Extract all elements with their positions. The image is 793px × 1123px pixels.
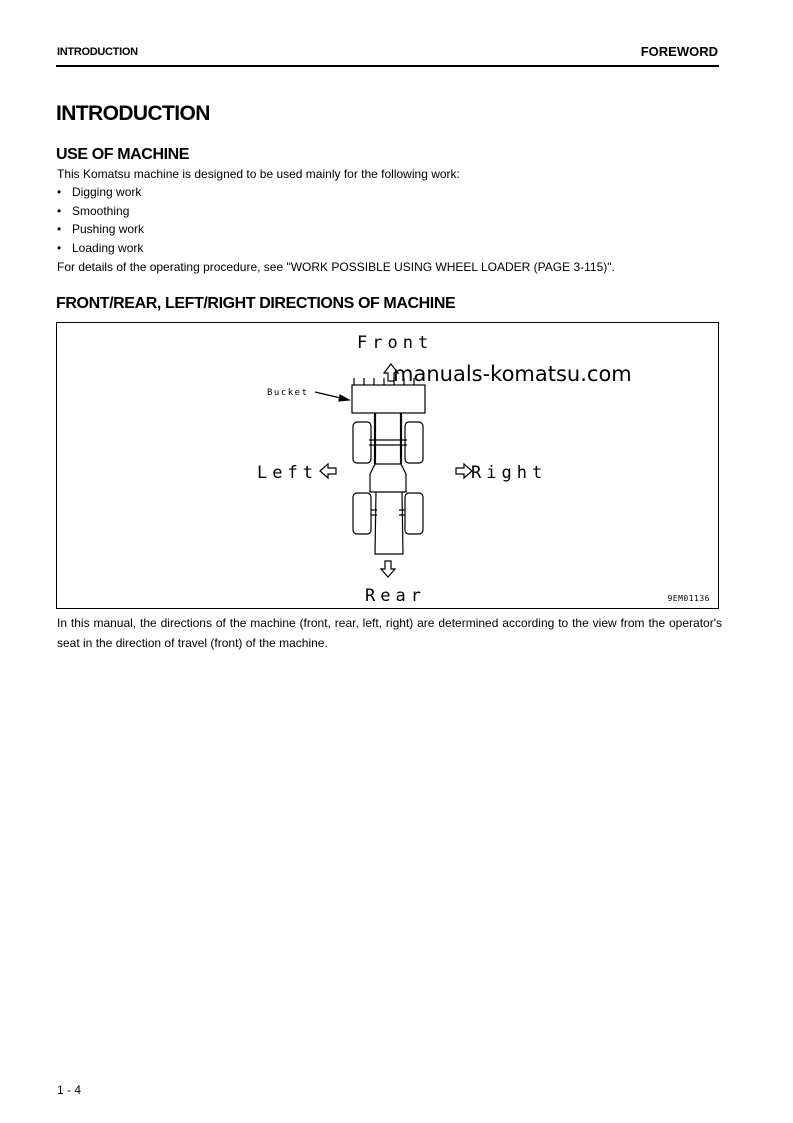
- front-left-tire: [353, 422, 371, 463]
- work-list: [57, 183, 144, 258]
- bucket-shape: [352, 385, 425, 413]
- label-left: Left: [257, 463, 318, 483]
- rear-right-tire: [405, 493, 423, 534]
- page-title: INTRODUCTION: [56, 102, 210, 125]
- bullet-icon: •: [57, 222, 62, 237]
- arrow-down-icon: [381, 561, 395, 577]
- list-item-label: Digging work: [72, 185, 142, 199]
- watermark: manuals-komatsu.com: [393, 362, 632, 386]
- bullet-icon: •: [57, 241, 62, 256]
- list-item: [57, 239, 144, 258]
- section-heading-directions: FRONT/REAR, LEFT/RIGHT DIRECTIONS OF MACHINE: [56, 295, 456, 312]
- arrow-left-icon: [320, 464, 336, 478]
- use-intro: This Komatsu machine is designed to be used mainly for the following work:: [57, 167, 460, 181]
- rear-left-tire: [353, 493, 371, 534]
- label-bucket: Bucket: [267, 388, 309, 398]
- figure-code: 9EM01136: [667, 594, 710, 603]
- list-item-label: Smoothing: [72, 203, 130, 218]
- page-header-right: FOREWORD: [640, 44, 718, 59]
- front-right-tire: [405, 422, 423, 463]
- list-item-label: Pushing work: [72, 222, 145, 237]
- directions-caption: In this manual, the directions of the machine (front, rear, left, right) are determined according to the view from the operator's seat in the direction of travel (front) of the machine.: [57, 616, 722, 650]
- label-right: Right: [471, 463, 548, 483]
- procedure-reference: For details of the operating procedure, see "WORK POSSIBLE USING WHEEL LOADER (PAGE 3-115)".: [57, 260, 615, 274]
- header-rule: [56, 65, 719, 67]
- arrow-right-icon: [456, 464, 472, 478]
- list-item: [57, 220, 144, 239]
- page-header-left: INTRODUCTION: [57, 46, 138, 58]
- list-item-label: Loading work: [72, 241, 144, 256]
- page-number: 1 - 4: [57, 1083, 82, 1097]
- label-front: Front: [357, 333, 434, 353]
- list-item: [57, 202, 144, 221]
- bullet-icon: •: [57, 203, 62, 218]
- list-item: [57, 183, 144, 202]
- section-heading-use: USE OF MACHINE: [56, 146, 190, 163]
- label-rear: Rear: [365, 586, 426, 606]
- bullet-icon: •: [57, 185, 62, 199]
